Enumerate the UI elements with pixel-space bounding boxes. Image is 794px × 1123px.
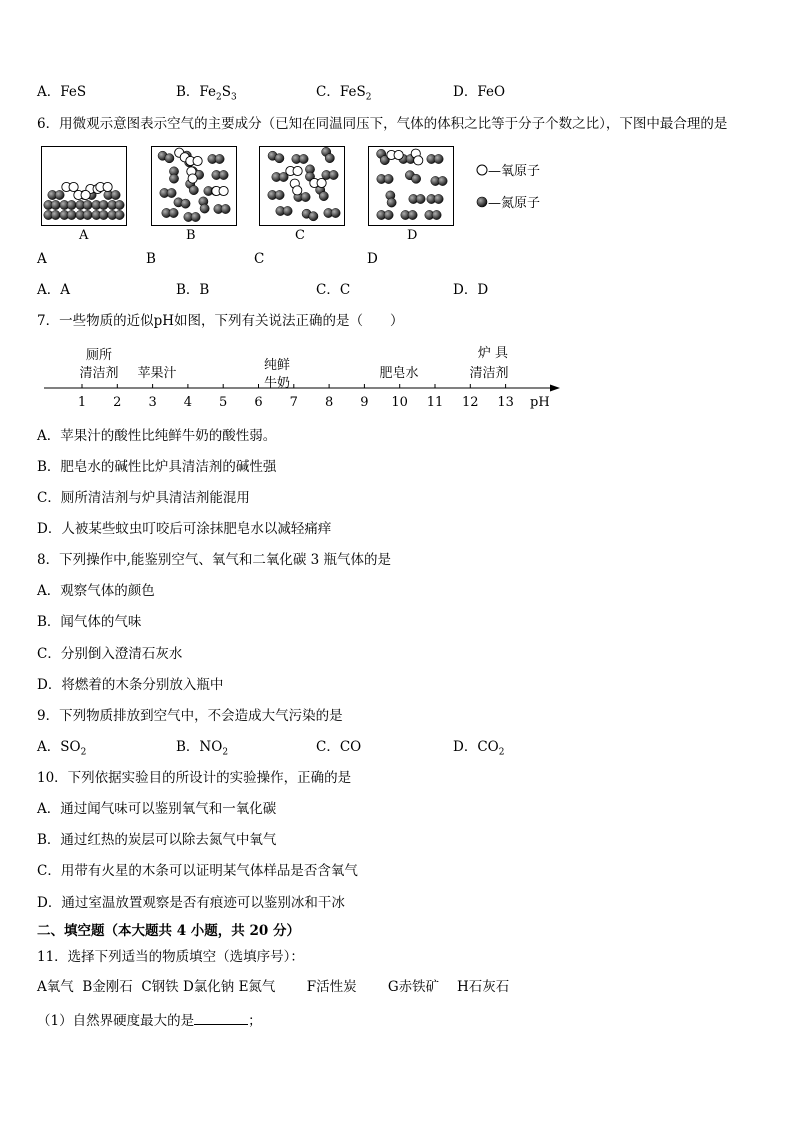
q5-option-d: D．FeO bbox=[453, 84, 506, 100]
ph-tick-label-4: 4 bbox=[183, 395, 193, 410]
q6-row-label-c: C bbox=[254, 251, 265, 267]
nitrogen-atom bbox=[189, 186, 198, 195]
oxygen-atom bbox=[293, 166, 302, 175]
ph-axis-arrow-icon bbox=[550, 385, 560, 392]
nitrogen-atom bbox=[191, 212, 200, 221]
nitrogen-atom bbox=[115, 210, 124, 219]
ph-tick-label-11: 11 bbox=[426, 395, 444, 410]
q11-choices: A氧气 B金刚石 C钢铁 D氯化钠 E氮气 F活性炭 G赤铁矿 H石灰石 bbox=[37, 979, 510, 995]
oxygen-atom bbox=[293, 186, 302, 195]
q6-option-b: B．B bbox=[176, 282, 210, 298]
nitrogen-atom bbox=[83, 210, 92, 219]
q6-option-a: A．A bbox=[37, 282, 70, 298]
q11-sub1: （1）自然界硬度最大的是 ； bbox=[37, 1010, 262, 1030]
molecule-diagram-b bbox=[152, 147, 236, 225]
oxygen-atom bbox=[188, 174, 197, 183]
nitrogen-atom bbox=[384, 174, 393, 183]
molecule-diagram-a bbox=[42, 147, 126, 225]
answer-blank[interactable] bbox=[194, 1010, 248, 1025]
nitrogen-atom bbox=[221, 204, 230, 213]
nitrogen-atom bbox=[169, 174, 178, 183]
molecule-diagram-d bbox=[369, 147, 453, 225]
nitrogen-atom bbox=[181, 199, 190, 208]
q10-option-a: A．通过闻气味可以鉴别氧气和一氧化碳 bbox=[37, 801, 277, 817]
nitrogen-atom bbox=[111, 190, 120, 199]
nitrogen-atom bbox=[408, 210, 417, 219]
q9-option-a: A．$SO_2$ bbox=[37, 739, 87, 758]
q5-option-b: B．$Fe_2S_3$ bbox=[176, 84, 237, 103]
ph-tick-label-1: 1 bbox=[77, 395, 87, 410]
ph-axis-unit: pH bbox=[530, 395, 550, 410]
q10-stem: 10．下列依据实验目的所设计的实验操作，正确的是 bbox=[37, 770, 352, 786]
nitrogen-atom bbox=[55, 190, 64, 199]
q8-option-a: A．观察气体的颜色 bbox=[37, 583, 155, 599]
ph-tick-label-3: 3 bbox=[148, 395, 157, 410]
oxygen-atom bbox=[414, 156, 423, 165]
diagram-box-c bbox=[259, 146, 345, 226]
q6-option-d: D．D bbox=[453, 282, 489, 298]
q10-option-b: B．通过红热的炭层可以除去氮气中氧气 bbox=[37, 832, 277, 848]
q10-option-d: D．通过室温放置观察是否有痕迹可以鉴别冰和干冰 bbox=[37, 895, 345, 911]
q7-option-a: A．苹果汁的酸性比纯鲜牛奶的酸性弱。 bbox=[37, 428, 277, 444]
nitrogen-atom bbox=[67, 200, 76, 209]
q9-stem: 9．下列物质排放到空气中，不会造成大气污染的是 bbox=[37, 708, 343, 724]
nitrogen-atom bbox=[283, 206, 292, 215]
q6-row-label-b: B bbox=[146, 251, 156, 267]
nitrogen-atom bbox=[51, 200, 60, 209]
q7-stem: 7．一些物质的近似pH如图，下列有关说法正确的是（ ） bbox=[37, 313, 404, 329]
nitrogen-atom bbox=[99, 210, 108, 219]
oxygen-atom bbox=[317, 178, 326, 187]
q8-stem: 8．下列操作中,能鉴别空气、氧气和二氧化碳 3 瓶气体的是 bbox=[37, 552, 392, 568]
nitrogen-atom bbox=[412, 174, 421, 183]
nitrogen-atom bbox=[219, 170, 228, 179]
q9-option-b: B．$NO_2$ bbox=[176, 739, 229, 758]
diagram-box-b bbox=[151, 146, 237, 226]
q7-option-b: B．肥皂水的碱性比炉具清洁剂的碱性强 bbox=[37, 459, 277, 475]
diagram-box-d bbox=[368, 146, 454, 226]
ph-tick-label-10: 10 bbox=[391, 395, 408, 410]
ph-tick-label-9: 9 bbox=[360, 395, 369, 410]
q7-option-d: D．人被某些蚊虫叮咬后可涂抹肥皂水以减轻痛痒 bbox=[37, 521, 332, 537]
q6-option-c: C．C bbox=[316, 282, 351, 298]
nitrogen-atom bbox=[299, 154, 308, 163]
oxygen-atom bbox=[394, 150, 403, 159]
ph-label-stove-cleaner-line2: 清洁剂 bbox=[469, 366, 509, 381]
ph-label-milk-line2: 牛奶 bbox=[263, 376, 290, 391]
nitrogen-atom bbox=[51, 210, 60, 219]
ph-tick-label-7: 7 bbox=[289, 395, 298, 410]
q5-option-a: A．FeS bbox=[37, 84, 87, 100]
section-title-fill-in: 二、填空题（本大题共 4 小题，共 20 分） bbox=[37, 923, 300, 939]
q11-stem: 11．选择下列适当的物质填空（选填序号）： bbox=[37, 949, 304, 965]
q7-option-c: C．厕所清洁剂与炉具清洁剂能混用 bbox=[37, 490, 250, 506]
oxygen-atom bbox=[219, 186, 228, 195]
nitrogen-atom bbox=[275, 154, 284, 163]
ph-tick-label-13: 13 bbox=[497, 395, 514, 410]
nitrogen-atom-icon bbox=[476, 196, 488, 208]
molecule-diagram-c bbox=[260, 147, 344, 225]
diagram-label-c: C bbox=[295, 228, 305, 243]
nitrogen-atom bbox=[331, 208, 340, 217]
nitrogen-atom bbox=[434, 154, 443, 163]
nitrogen-atom bbox=[434, 194, 443, 203]
nitrogen-atom bbox=[309, 212, 318, 221]
q8-option-b: B．闻气体的气味 bbox=[37, 614, 142, 630]
q6-stem: 6．用微观示意图表示空气的主要成分（已知在同温同压下，气体的体积之比等于分子个数之比），下图中最合理的是 bbox=[37, 116, 728, 132]
legend-nitrogen: —氮原子 bbox=[476, 192, 540, 211]
ph-tick-label-8: 8 bbox=[324, 395, 334, 410]
nitrogen-atom bbox=[325, 154, 334, 163]
diagram-label-b: B bbox=[186, 228, 196, 243]
nitrogen-atom bbox=[165, 154, 174, 163]
nitrogen-atom bbox=[416, 194, 425, 203]
ph-tick-label-12: 12 bbox=[462, 395, 479, 410]
oxygen-atom bbox=[103, 182, 112, 191]
ph-tick-label-2: 2 bbox=[113, 395, 122, 410]
oxygen-atom bbox=[81, 190, 90, 199]
diagram-label-d: D bbox=[407, 228, 418, 243]
ph-label-soap-water: 肥皂水 bbox=[379, 366, 419, 381]
nitrogen-atom bbox=[200, 204, 209, 213]
nitrogen-atom bbox=[83, 200, 92, 209]
nitrogen-atom bbox=[215, 154, 224, 163]
nitrogen-atom bbox=[115, 200, 124, 209]
q6-row-label-a: A bbox=[37, 251, 47, 267]
ph-tick-label-5: 5 bbox=[219, 395, 228, 410]
diagram-box-a bbox=[41, 146, 127, 226]
diagram-label-a: A bbox=[79, 228, 89, 243]
q10-option-c: C．用带有火星的木条可以证明某气体样品是否含氧气 bbox=[37, 863, 358, 879]
q9-option-d: D．$CO_2$ bbox=[453, 739, 505, 758]
nitrogen-atom bbox=[67, 210, 76, 219]
nitrogen-atom bbox=[438, 176, 447, 185]
ph-label-toilet-cleaner-line2: 清洁剂 bbox=[79, 366, 119, 381]
ph-label-toilet-cleaner-line1: 厕所 bbox=[85, 348, 112, 363]
ph-tick-label-6: 6 bbox=[254, 395, 263, 410]
q8-option-c: C．分别倒入澄清石灰水 bbox=[37, 646, 183, 662]
nitrogen-atom bbox=[329, 170, 338, 179]
nitrogen-atom bbox=[319, 192, 328, 201]
nitrogen-atom bbox=[169, 208, 178, 217]
oxygen-atom-icon bbox=[476, 164, 488, 176]
oxygen-atom bbox=[193, 156, 202, 165]
ph-label-apple-juice: 苹果汁 bbox=[137, 366, 177, 381]
nitrogen-atom bbox=[167, 188, 176, 197]
legend-oxygen: —氧原子 bbox=[476, 160, 540, 179]
q8-option-d: D．将燃着的木条分别放入瓶中 bbox=[37, 677, 224, 693]
nitrogen-atom bbox=[384, 210, 393, 219]
q9-option-c: C．CO bbox=[316, 739, 362, 755]
ph-label-stove-cleaner-line1: 炉 具 bbox=[477, 346, 509, 361]
q5-option-c: C．FeS$_2$ bbox=[316, 84, 372, 103]
q6-row-label-d: D bbox=[367, 251, 378, 267]
nitrogen-atom bbox=[432, 210, 441, 219]
nitrogen-atom bbox=[99, 200, 108, 209]
ph-label-milk-line1: 纯鲜 bbox=[263, 358, 290, 373]
nitrogen-atom bbox=[301, 192, 310, 201]
nitrogen-atom bbox=[275, 190, 284, 199]
nitrogen-atom bbox=[387, 198, 396, 207]
